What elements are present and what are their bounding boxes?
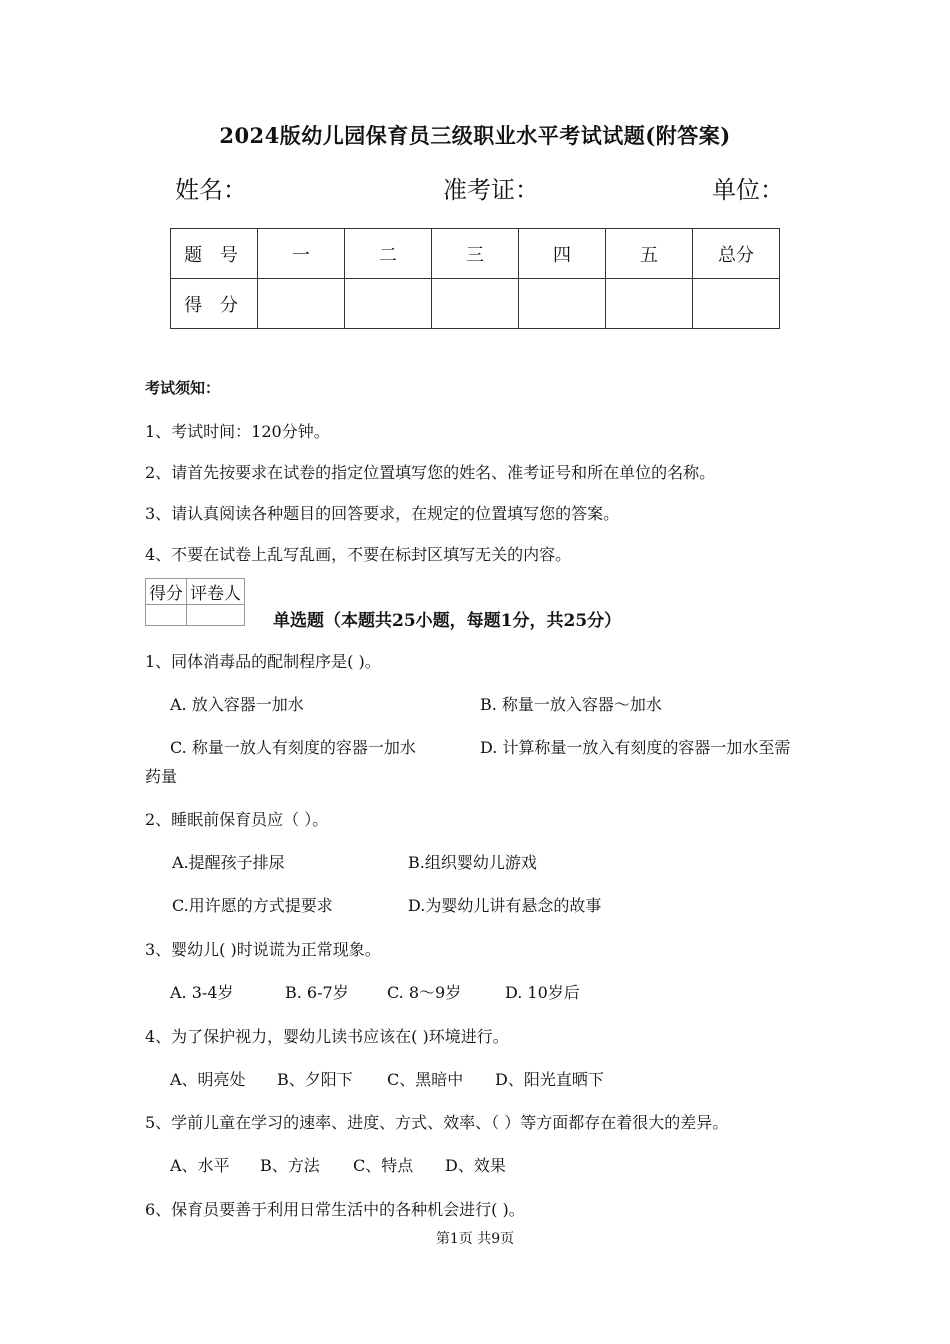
q1-option-c[interactable]: C. 称量一放人有刻度的容器一加水 (170, 738, 416, 757)
q2-option-b[interactable]: B.组织婴幼儿游戏 (408, 853, 537, 872)
notice-item: 2、请首先按要求在试卷的指定位置填写您的姓名、准考证号和所在单位的名称。 (145, 463, 716, 482)
score-input-cell[interactable] (258, 279, 345, 329)
score-header-cell: 总分 (693, 229, 780, 279)
q1-option-b[interactable]: B. 称量一放入容器～加水 (480, 695, 662, 714)
grader-score-cell[interactable] (146, 605, 187, 626)
score-input-cell[interactable] (693, 279, 780, 329)
q4-option-a[interactable]: A、明亮处 (170, 1070, 246, 1089)
score-header-cell: 五 (606, 229, 693, 279)
q1-option-a[interactable]: A. 放入容器一加水 (170, 695, 304, 714)
question-1: 1、同体消毒品的配制程序是( )。 (145, 652, 381, 671)
q2-option-a[interactable]: A.提醒孩子排尿 (172, 853, 285, 872)
q3-option-d[interactable]: D. 10岁后 (505, 983, 580, 1002)
q5-option-d[interactable]: D、效果 (445, 1156, 506, 1175)
notice-heading: 考试须知： (145, 379, 221, 397)
q2-option-c[interactable]: C.用许愿的方式提要求 (172, 896, 333, 915)
q1-option-d[interactable]: D. 计算称量一放入有刻度的容器一加水至需 (480, 738, 791, 757)
name-label: 姓名： (175, 176, 247, 204)
q4-option-d[interactable]: D、阳光直晒下 (495, 1070, 604, 1089)
grader-score-label: 得分 (146, 579, 187, 605)
unit-label: 单位： (712, 176, 784, 204)
question-5: 5、学前儿童在学习的速率、进度、方式、效率、（ ）等方面都存在着很大的差异。 (145, 1113, 729, 1132)
grader-reviewer-label: 评卷人 (187, 579, 245, 605)
q5-option-b[interactable]: B、方法 (260, 1156, 320, 1175)
score-input-cell[interactable] (345, 279, 432, 329)
score-input-cell[interactable] (519, 279, 606, 329)
q4-option-c[interactable]: C、黑暗中 (387, 1070, 464, 1089)
q2-option-d[interactable]: D.为婴幼儿讲有悬念的故事 (408, 896, 602, 915)
score-table (170, 228, 780, 329)
q5-option-a[interactable]: A、水平 (170, 1156, 230, 1175)
question-2: 2、睡眠前保育员应（ ）。 (145, 810, 329, 829)
q1-option-d-continued: 药量 (145, 767, 178, 786)
score-header-cell: 二 (345, 229, 432, 279)
section-title: 单选题（本题共25小题，每题1分，共25分） (273, 611, 622, 631)
score-table-header-row (171, 229, 780, 279)
score-header-cell: 四 (519, 229, 606, 279)
score-row-label: 得 分 (171, 279, 258, 329)
score-header-cell: 题 号 (171, 229, 258, 279)
q5-option-c[interactable]: C、特点 (353, 1156, 414, 1175)
question-6: 6、保育员要善于利用日常生活中的各种机会进行( )。 (145, 1200, 525, 1219)
question-3: 3、婴幼儿( )时说谎为正常现象。 (145, 940, 381, 959)
page-footer: 第1页 共9页 (435, 1231, 515, 1247)
notice-item: 1、考试时间：120分钟。 (145, 422, 330, 441)
q3-option-b[interactable]: B. 6-7岁 (285, 983, 349, 1002)
exam-id-label: 准考证： (443, 176, 539, 204)
grader-box (145, 578, 245, 626)
question-4: 4、为了保护视力，婴幼儿读书应该在( )环境进行。 (145, 1027, 509, 1046)
score-input-cell[interactable] (432, 279, 519, 329)
q4-option-b[interactable]: B、夕阳下 (277, 1070, 353, 1089)
q3-option-a[interactable]: A. 3-4岁 (170, 983, 234, 1002)
notice-item: 4、不要在试卷上乱写乱画，不要在标封区填写无关的内容。 (145, 545, 572, 564)
notice-item: 3、请认真阅读各种题目的回答要求，在规定的位置填写您的答案。 (145, 504, 620, 523)
page-title: 2024版幼儿园保育员三级职业水平考试试题(附答案) (219, 123, 731, 148)
grader-reviewer-cell[interactable] (187, 605, 245, 626)
score-header-cell: 一 (258, 229, 345, 279)
score-table-score-row (171, 279, 780, 329)
score-header-cell: 三 (432, 229, 519, 279)
score-input-cell[interactable] (606, 279, 693, 329)
q3-option-c[interactable]: C. 8～9岁 (387, 983, 462, 1002)
